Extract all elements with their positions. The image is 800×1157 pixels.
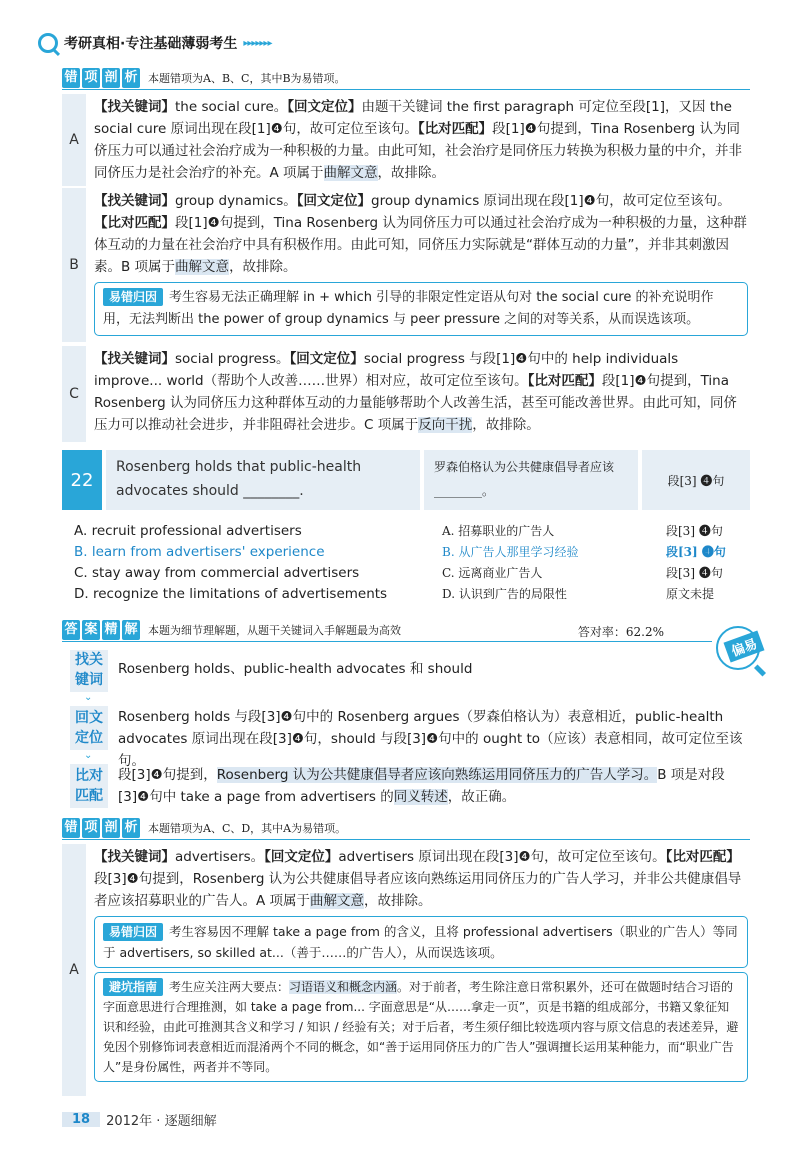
question-reference: 段[3] ❹句 bbox=[642, 450, 750, 510]
divider bbox=[62, 839, 750, 840]
divider bbox=[62, 89, 750, 90]
chevron-down-icon: ⌄ bbox=[84, 750, 93, 761]
option-analysis-a bbox=[62, 94, 750, 186]
chevron-down-icon: ⌄ bbox=[84, 692, 93, 703]
option-letter: A bbox=[62, 94, 86, 186]
option-letter: A bbox=[62, 844, 86, 1096]
section-tag: 错 项 剖 析 bbox=[62, 68, 140, 88]
option-c: C. stay away from commercial advertisers C. 远离商业广告人 段[3] ❹句 bbox=[74, 565, 723, 581]
section-tag: 错 项 剖 析 bbox=[62, 818, 140, 838]
wrong-option-analysis-header-2 bbox=[62, 818, 346, 838]
option-analysis-c bbox=[62, 346, 750, 442]
difficulty-badge: 偏易 bbox=[723, 630, 764, 662]
step-compare: 比对匹配 段[3]❹句提到，Rosenberg 认为公共健康倡导者应该向熟练运用同侪压力的广告人学习。B 项是对段[3]❹句中 take a page from advertisers 的同义转述，故正确。 bbox=[70, 764, 750, 808]
analysis-text: 【找关键词】group dynamics。【回文定位】group dynamics 原词出现在段[1]❹句，故可定位至该句。【比对匹配】段[1]❹句提到，Tina Rosenberg 认为同侪压力可以通过社会治疗成为一种积极的力量，这种群体互动的力量在社会治疗中具有积极作用。由此可知，同侪压力实际就是“群体互动的力量”，并非其刺激因素。B 项属于曲解文意，故排除。 易错归因 考生容易无法正确理解 in + which 引导的非限定性定语从句对 the social cure 的补充说明作用，无法判断出 the power of group dynamics 与 peer pressure 之间的对等关系，从而误选该项。 bbox=[86, 188, 750, 342]
option-letter: C bbox=[62, 346, 86, 442]
accuracy-rate: 答对率：62.2% bbox=[577, 625, 664, 639]
section-note: 本题错项为A、B、C，其中B为易错项。 bbox=[148, 72, 346, 85]
step-locate: 回文定位 Rosenberg holds 与段[3]❹句中的 Rosenberg argues（罗森伯格认为）表意相近，public-health advocates 原词出现在段[3]❹句，should 与段[3]❹句中的 ought to（应该）表意相同，故可定位至该句。 bbox=[70, 706, 750, 772]
divider bbox=[62, 641, 712, 642]
wrong-option-analysis-header bbox=[62, 68, 346, 88]
answer-explanation-header bbox=[62, 620, 401, 640]
option-d: D. recognize the limitations of advertisements D. 认识到广告的局限性 原文未提 bbox=[74, 586, 715, 602]
section-note: 本题错项为A、C、D，其中A为易错项。 bbox=[148, 822, 347, 835]
option-analysis-a-q22 bbox=[62, 844, 750, 1096]
page-number: 18 bbox=[62, 1112, 100, 1127]
warning-icon: 避坑指南 bbox=[103, 978, 163, 996]
option-analysis-b bbox=[62, 188, 750, 342]
page-header bbox=[38, 30, 271, 56]
header-arrows-icon: ▸▸▸▸▸▸▸ bbox=[243, 37, 272, 49]
page-footer bbox=[62, 1110, 217, 1129]
step-find-keywords: 找关键词 Rosenberg holds、public-health advocates 和 should bbox=[70, 650, 750, 692]
magnifier-logo-icon bbox=[38, 33, 58, 53]
pitfall-guide-box: 避坑指南 考生应关注两大要点：习语语义和概念内涵。对于前者，考生除注意日常积累外，还可在做题时结合习语的字面意思进行合理推测，如 take a page from... 字面意思是“从……拿走一页”，页是书籍的组成部分，书籍又象征知识和经验，由此可推测其含义和学习 / 知识 / 经验有关；对于后者，考生须仔细比较选项内容与原文信息的表述差异，避免因个别修饰词表意相近而混淆两个不同的概念，如“善于运用同侪压力的广告人”强调擅长运用某种能力，而“职业广告人”是身份属性，两者并不等同。 bbox=[94, 972, 748, 1082]
footer-text: 2012年 · 逐题细解 bbox=[106, 1114, 217, 1129]
question-stem-en: Rosenberg holds that public-health advocates should ________. bbox=[106, 450, 420, 510]
question-number: 22 bbox=[62, 450, 102, 510]
option-a: A. recruit professional advertisers A. 招募职业的广告人 段[3] ❹句 bbox=[74, 523, 723, 539]
option-b-correct: B. learn from advertisers' experience B. 从广告人那里学习经验 段[3] ❹句 bbox=[74, 544, 726, 560]
analysis-text: 【找关键词】social progress。【回文定位】social progress 与段[1]❹句中的 help individuals improve... world（帮助个人改善……世界）相对应，故可定位至该句。【比对匹配】段[1]❹句提到，Tina Rosenberg 认为同侪压力这种群体互动的力量能够帮助个人改善生活，甚至可能改善世界。由此可知，同侪压力可以推动社会进步，并非阻碍社会进步。C 项属于反向干扰，故排除。 bbox=[94, 351, 737, 433]
analysis-text: 【找关键词】advertisers。【回文定位】advertisers 原词出现在段[3]❹句，故可定位至该句。【比对匹配】段[3]❹句提到，Rosenberg 认为公共健康倡导者应该向熟练运用同侪压力的广告人学习，并非公共健康倡导者应该招募职业的广告人。A 项属于曲解文意，故排除。 易错归因 考生容易因不理解 take a page from 的含义，且将 professional advertisers（职业的广告人）等同于 advertisers, so skilled at...（善于……的广告人），从而误选该项。 避坑指南 考生应关注两大要点：习语语义和概念内涵。对于前者，考生除注意日常积累外，还可在做题时结合习语的字面意思进行合理推测，如 take a page from... 字面意思是“从……拿走一页”，页是书籍的组成部分，书籍又象征知识和经验，由此可推测其含义和学习 / 知识 / 经验有关；对于后者，考生须仔细比较选项内容与原文信息的表述差异，避免因个别修饰词表意相近而混淆两个不同的概念，如“善于运用同侪压力的广告人”强调擅长运用某种能力，而“职业广告人”是身份属性，两者并不等同。 bbox=[86, 844, 750, 1096]
option-letter: B bbox=[62, 188, 86, 342]
section-tag: 答 案 精 解 bbox=[62, 620, 140, 640]
error-cause-box: 易错归因 考生容易因不理解 take a page from 的含义，且将 professional advertisers（职业的广告人）等同于 advertisers, so skilled at...（善于……的广告人），从而误选该项。 bbox=[94, 916, 748, 968]
options-list bbox=[74, 521, 734, 605]
header-title: 考研真相·专注基础薄弱考生 bbox=[64, 36, 238, 52]
analysis-text: 【找关键词】the social cure。【回文定位】由题干关键词 the first paragraph 可定位至段[1]，又因 the social cure 原词出现在段[1]❹句，故可定位至该句。【比对匹配】段[1]❹句提到，Tina Rosenberg 认为同侪压力可以通过社会治疗成为一种积极的力量。由此可知，社会治疗是同侪压力转换为积极力量的中介，并非同侪压力是社会治疗的补充。A 项属于曲解文意，故排除。 bbox=[94, 99, 742, 181]
question-stem-cn: 罗森伯格认为公共健康倡导者应该________。 bbox=[424, 450, 638, 510]
section-note: 本题为细节理解题，从题干关键词入手解题最为高效 bbox=[148, 624, 401, 637]
question-22 bbox=[62, 450, 750, 510]
error-cause-label: 易错归因 bbox=[103, 288, 163, 306]
error-cause-box: 易错归因 考生容易无法正确理解 in + which 引导的非限定性定语从句对 the social cure 的补充说明作用，无法判断出 the power of group dynamics 与 peer pressure 之间的对等关系，从而误选该项。 bbox=[94, 282, 748, 336]
